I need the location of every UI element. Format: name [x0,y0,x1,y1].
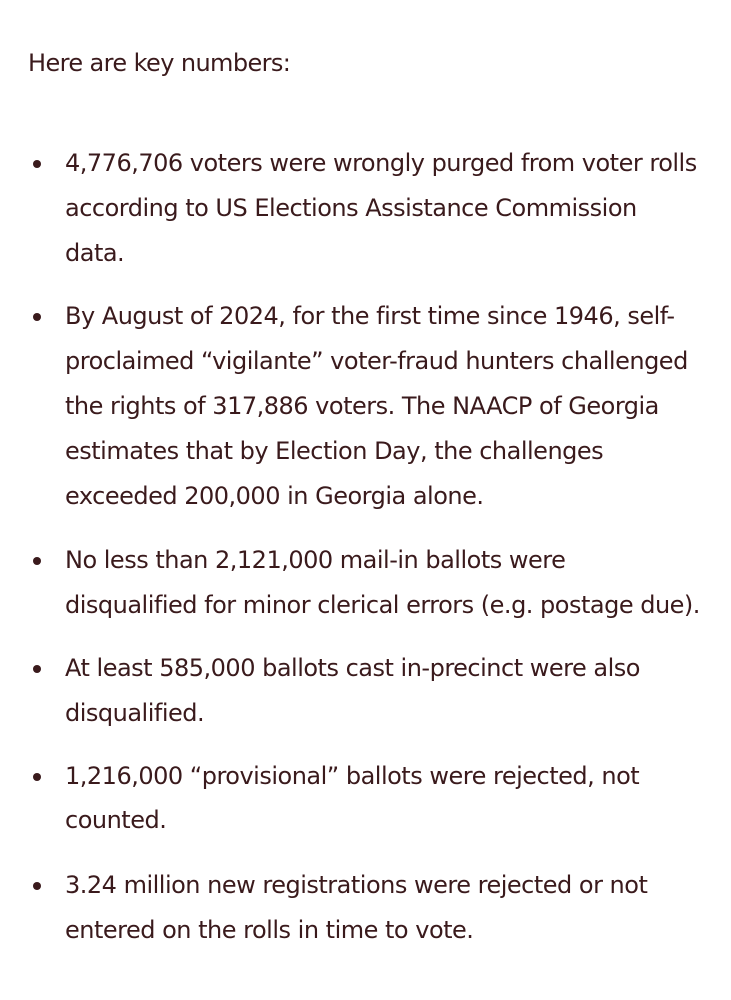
bullet-icon [33,773,41,781]
list-item [28,141,718,275]
list-item-line: estimates that by Election Day, the challenges [65,436,604,465]
key-numbers-list [28,141,718,953]
list-item-line: according to US Elections Assistance Commission [65,193,637,222]
list-item-line: No less than 2,121,000 mail-in ballots were [65,546,566,575]
list-item-line: 1,216,000 “provisional” ballots were rejected, not [65,761,640,790]
list-item-line: entered on the rolls in time to vote. [65,915,474,944]
list-item-line: proclaimed “vigilante” voter-fraud hunters challenged [65,347,688,376]
list-item [28,754,718,844]
list-item-line: the rights of 317,886 voters. The NAACP of Georgia [65,391,659,420]
bullet-icon [33,313,41,321]
bullet-icon [33,160,41,168]
list-item-line: disqualified. [65,698,205,727]
list-item [28,863,718,953]
list-item-line: 3.24 million new registrations were rejected or not [65,871,648,900]
list-item-line: At least 585,000 ballots cast in-precinct were also [65,653,640,682]
list-item [28,646,718,736]
list-item [28,538,718,628]
list-item-line: disqualified for minor clerical errors (e.g. postage due). [65,591,700,620]
bullet-icon [33,557,41,565]
bullet-icon [33,665,41,673]
list-item-line: 4,776,706 voters were wrongly purged from voter rolls [65,149,697,177]
list-item-line: data. [65,238,125,267]
list-item-line: exceeded 200,000 in Georgia alone. [65,481,484,510]
list-item [28,294,718,518]
intro-text: Here are key numbers: [28,49,291,77]
list-item-line: counted. [65,806,167,835]
list-item-line: By August of 2024, for the first time since 1946, self- [65,302,675,331]
bullet-icon [33,882,41,890]
